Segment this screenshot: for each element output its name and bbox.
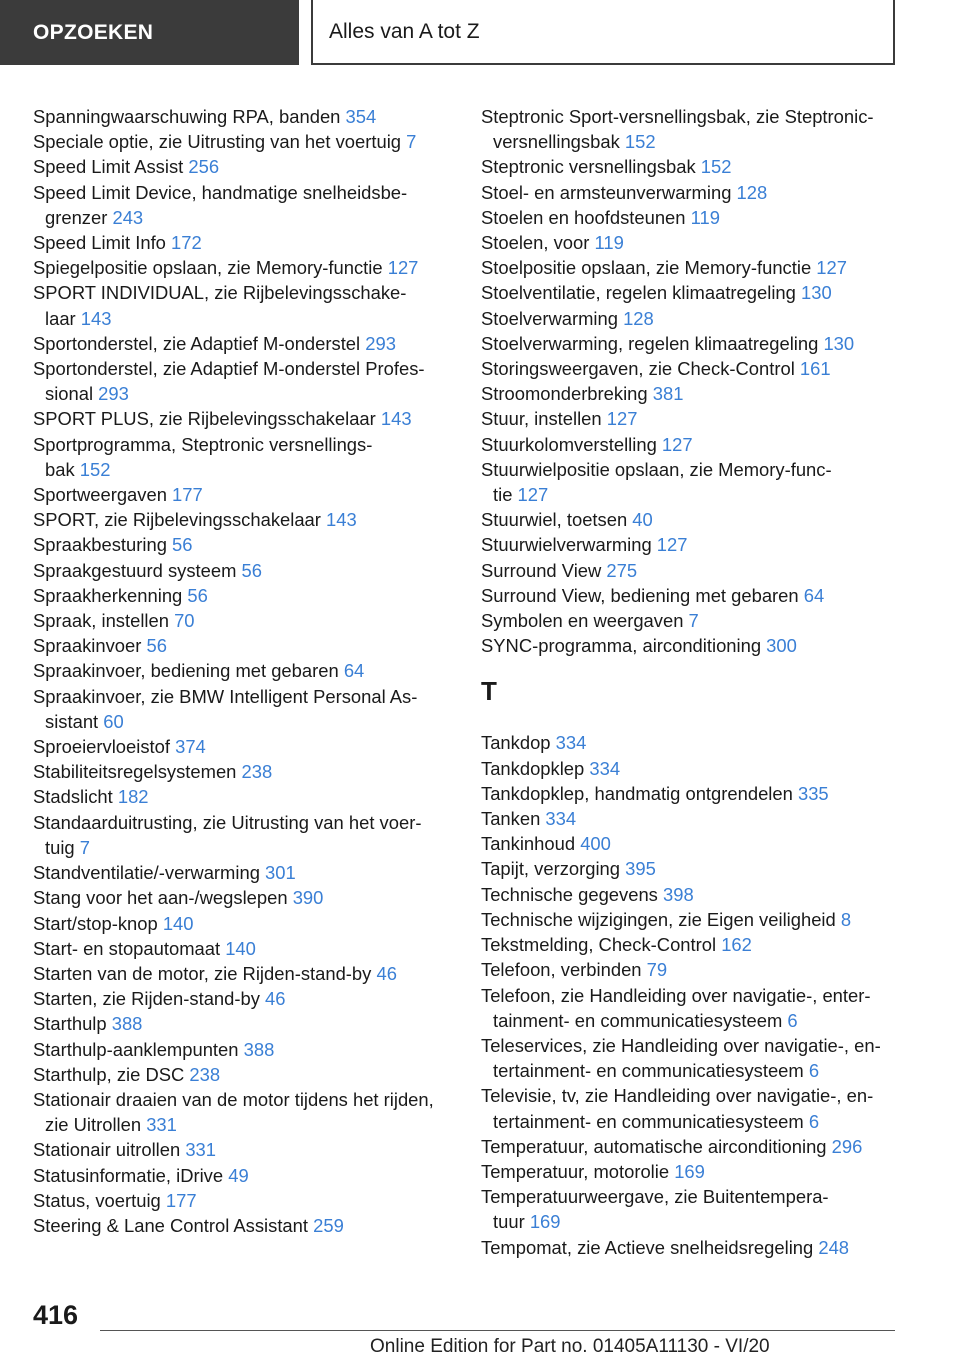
index-entry [481,356,901,381]
entry-text: Steptronic versnellingsbak [481,156,701,178]
index-entry [481,831,901,856]
page-link[interactable]: 128 [623,307,654,329]
page-link[interactable]: 331 [185,1139,217,1161]
page-link[interactable]: 331 [146,1114,177,1136]
index-entry [481,1134,901,1159]
page-link[interactable]: 177 [172,484,203,506]
entry-text: Stabiliteitsregelsystemen [33,761,242,783]
page-link[interactable]: 49 [228,1164,249,1186]
index-entry [481,608,901,633]
entry-text: Tekstmelding, Check-Control [481,934,722,956]
entry-text: Spraakinvoer, zie BMW Intelligent Personal As‐ [33,685,418,707]
index-entry [481,205,901,230]
index-entry [33,1163,453,1188]
index-entry [481,230,901,255]
entry-text: Speed Limit Info [33,232,172,254]
page-link[interactable]: 119 [594,232,624,254]
entry-text: Steering & Lane Control Assistant [33,1214,314,1236]
page-link[interactable]: 259 [313,1214,344,1236]
page-link[interactable]: 293 [98,383,129,405]
index-entry [33,1011,453,1036]
entry-text: Sproeiervloeistof [33,736,176,758]
entry-text: Technische gegevens [481,883,663,905]
page-link[interactable]: 143 [80,307,112,329]
index-entry [481,280,901,305]
page-link[interactable]: 127 [606,408,638,430]
page-link[interactable]: 334 [589,757,621,779]
index-entry [33,1062,453,1087]
entry-text: Stuurwielverwarming [481,534,657,556]
page-link[interactable]: 6 [808,1110,820,1132]
page-link[interactable]: 334 [555,732,587,754]
page-link[interactable]: 56 [172,534,193,556]
entry-text: Standaarduitrusting, zie Uitrusting van het voer‐ [33,811,422,833]
index-entry [481,406,901,431]
index-entry [481,432,901,457]
entry-text: Tempomat, zie Actieve snelheidsregeling [481,1236,819,1258]
page-link[interactable]: 400 [580,833,611,855]
section-letter: T [481,676,497,707]
entry-text: Storingsweergaven, zie Check-Control [481,358,800,380]
entry-text: Start/stop-knop [33,912,163,934]
index-entry [33,885,453,910]
index-entry [481,1083,901,1133]
entry-text: Stuurwielpositie opslaan, zie Memory-func‐ [481,458,832,480]
index-entry [33,658,453,683]
page-link[interactable]: 56 [187,584,208,606]
index-column-right [481,104,901,1260]
entry-continuation: zie Uitrollen [45,1114,147,1136]
page-link[interactable]: 127 [656,534,688,556]
section-label: OPZOEKEN [33,20,154,44]
page-link[interactable]: 335 [797,782,829,804]
index-entry [33,356,453,406]
entry-text: Spiegelpositie opslaan, zie Memory-functie [33,257,388,279]
index-entry [33,784,453,809]
index-entry [33,255,453,280]
index-entry [33,1213,453,1238]
page-link[interactable]: 60 [103,710,124,732]
index-group-s [481,104,901,658]
index-entry [33,860,453,885]
index-entry [481,154,901,179]
index-entry [481,180,901,205]
entry-text: Standventilatie/-verwarming [33,862,266,884]
page-link[interactable]: 293 [365,332,396,354]
entry-text: Stoelpositie opslaan, zie Memory-functie [481,257,817,279]
index-entry [481,1184,901,1234]
page-link[interactable]: 46 [265,988,286,1010]
index-entry [33,432,453,482]
page-link[interactable]: 46 [376,962,397,984]
entry-continuation: sional [45,383,99,405]
index-column-left [33,104,453,1238]
page-link[interactable]: 140 [225,937,256,959]
entry-text: Status, voertuig [33,1189,166,1211]
index-entry [33,104,453,129]
entry-text: Tankdopklep, handmatig ontgrendelen [481,782,798,804]
index-entry [33,558,453,583]
entry-text: Stadslicht [33,786,118,808]
page-link[interactable]: 64 [343,660,365,682]
page-link[interactable]: 162 [721,934,752,956]
entry-continuation: tuig [45,836,80,858]
index-entry [33,331,453,356]
index-entry [481,856,901,881]
entry-text: SPORT, zie Rijbelevingsschakelaar [33,509,327,531]
entry-text: Start- en stopautomaat [33,937,226,959]
entry-text: Steptronic Sport-versnellingsbak, zie Steptronic- [481,106,874,127]
index-entry [481,1235,901,1260]
page-link[interactable]: 388 [243,1038,275,1060]
page-link[interactable]: 119 [690,206,720,228]
index-entry [33,810,453,860]
entry-text: Speed Limit Device, handmatige snelheidsbe‐ [33,181,408,203]
page-link[interactable]: 130 [800,282,832,304]
entry-text: Tankdop [481,732,556,754]
index-entry [481,781,901,806]
entry-text: Stoelverwarming [481,307,624,329]
index-entry [481,957,901,982]
index-entry [481,1033,901,1083]
entry-text: Televisie, tv, zie Handleiding over navigatie-, en‐ [481,1085,874,1107]
entry-text: Telefoon, verbinden [481,959,647,981]
page-link[interactable]: 127 [816,257,847,279]
entry-text: Stoelverwarming, regelen klimaatregeling [481,332,824,354]
index-entry [481,756,901,781]
entry-text: SPORT INDIVIDUAL, zie Rijbelevingsschake‐ [33,282,407,304]
index-entry [481,306,901,331]
footer-divider [100,1330,895,1331]
page-header [311,0,895,65]
page-link[interactable]: 248 [818,1236,850,1258]
page-number: 416 [33,1300,79,1330]
page-link[interactable]: 127 [517,484,549,506]
index-entry [33,1137,453,1162]
entry-text: Spraakinvoer, bediening met gebaren [33,660,344,682]
entry-text: Spraakherkenning [33,584,188,606]
index-entry [33,507,453,532]
index-entry [33,280,453,330]
index-entry [33,759,453,784]
entry-text: Stoelventilatie, regelen klimaatregeling [481,282,801,304]
page-link[interactable]: 398 [662,883,694,905]
page-link[interactable]: 6 [787,1009,798,1031]
entry-continuation: tuur [493,1211,530,1233]
page-link[interactable]: 7 [406,131,417,153]
page-link[interactable]: 127 [661,433,693,455]
index-entry [33,936,453,961]
index-entry [481,932,901,957]
page-link[interactable]: 56 [146,635,167,657]
page-link[interactable]: 296 [831,1135,863,1157]
entry-continuation: bak [45,458,80,480]
entry-text: Tanken [481,808,546,830]
index-entry [481,882,901,907]
page-link[interactable]: 390 [292,887,324,909]
page-link[interactable]: 152 [624,131,656,153]
page-link[interactable]: 275 [606,559,638,581]
entry-text: Tankdopklep [481,757,590,779]
index-entry [481,583,901,608]
entry-text: Speciale optie, zie Uitrusting van het voertuig [33,131,407,153]
page-link[interactable]: 182 [117,786,149,808]
index-entry [481,730,901,755]
entry-text: Temperatuur, motorolie [481,1160,675,1182]
entry-text: Stuurwiel, toetsen [481,509,633,531]
page-link[interactable]: 388 [111,1013,143,1035]
entry-text: Starten van de motor, zie Rijden-stand-by [33,962,377,984]
entry-text: Spraakbesturing [33,534,173,556]
index-group-t [481,730,901,1259]
index-entry [33,633,453,658]
index-entry [33,1087,453,1137]
index-entry [33,583,453,608]
page-link[interactable]: 243 [112,206,144,228]
page-link[interactable]: 70 [174,610,195,632]
page-link[interactable]: 354 [345,106,377,127]
entry-text: Starthulp, zie DSC [33,1063,190,1085]
page-link[interactable]: 169 [674,1160,705,1182]
index-entry [481,633,901,658]
entry-text: Stang voor het aan-/wegslepen [33,887,293,909]
entry-text: SPORT PLUS, zie Rijbelevingsschakelaar [33,408,381,430]
index-entry [481,983,901,1033]
page-link[interactable]: 143 [326,509,357,531]
page-link[interactable]: 40 [632,509,653,531]
entry-text: Spanningwaarschuwing RPA, banden [33,106,346,127]
index-entry [481,806,901,831]
entry-text: Stationair uitrollen [33,1139,186,1161]
page-link[interactable]: 143 [380,408,412,430]
entry-text: Technische wijzigingen, zie Eigen veiligheid [481,908,841,930]
entry-text: Sportweergaven [33,484,173,506]
entry-text: Spraak, instellen [33,610,175,632]
page-link[interactable]: 130 [823,332,855,354]
page-title: Alles van A tot Z [329,19,480,43]
entry-text: Surround View [481,559,607,581]
page-link[interactable]: 6 [808,1060,820,1082]
entry-text: Starthulp [33,1013,112,1035]
page-link[interactable]: 8 [840,908,852,930]
index-entry [33,911,453,936]
entry-text: Telefoon, zie Handleiding over navigatie-, enter‐ [481,984,871,1006]
page-link[interactable]: 300 [766,635,797,657]
entry-text: Sportprogramma, Steptronic versnellings‐ [33,433,373,455]
entry-continuation: versnellingsbak [493,131,625,153]
page-link[interactable]: 161 [799,358,831,380]
index-entry [33,482,453,507]
entry-text: Surround View, bediening met gebaren [481,584,804,606]
entry-continuation: laar [45,307,81,329]
page-link[interactable]: 374 [175,736,206,758]
section-tab[interactable] [0,0,299,65]
entry-text: Symbolen en weergaven [481,610,689,632]
entry-text: Starten, zie Rijden-stand-by [33,988,266,1010]
index-entry [481,532,901,557]
entry-text: Temperatuurweergave, zie Buitentempera‐ [481,1186,829,1208]
index-entry [481,255,901,280]
page-link[interactable]: 334 [545,808,577,830]
page-link[interactable]: 381 [652,383,684,405]
page-link[interactable]: 152 [700,156,732,178]
index-entry [33,230,453,255]
index-entry [33,180,453,230]
index-entry [33,406,453,431]
entry-text: Stoelen en hoofdsteunen [481,206,691,228]
entry-text: Stoel- en armsteunverwarming [481,181,737,203]
page-link[interactable]: 152 [79,458,111,480]
entry-text: Sportonderstel, zie Adaptief M-onderstel Profes‐ [33,358,425,380]
page-link[interactable]: 7 [79,836,90,858]
entry-text: Speed Limit Assist [33,156,189,178]
index-entry [481,907,901,932]
page-link[interactable]: 127 [387,257,419,279]
page-link[interactable]: 172 [171,232,202,254]
page-link[interactable]: 64 [803,584,825,606]
index-entry [33,1188,453,1213]
entry-text: Starthulp-aanklempunten [33,1038,244,1060]
page-link[interactable]: 128 [736,181,768,203]
page-link[interactable]: 7 [688,610,699,632]
index-entry [33,961,453,986]
entry-text: Statusinformatie, iDrive [33,1164,229,1186]
page-link[interactable]: 177 [165,1189,197,1211]
entry-continuation: tainment- en communicatiesysteem [493,1009,788,1031]
index-entry [33,129,453,154]
page-link[interactable]: 256 [188,156,220,178]
entry-continuation: tie [493,484,518,506]
index-entry [33,986,453,1011]
index-entry [481,457,901,507]
entry-text: Stoelen, voor [481,232,595,254]
index-entry [481,558,901,583]
entry-continuation: grenzer [45,206,113,228]
entry-text: Spraakgestuurd systeem [33,559,242,581]
index-entry [481,1159,901,1184]
index-entry [33,734,453,759]
entry-text: Teleservices, zie Handleiding over navigatie-, en‐ [481,1034,881,1056]
page-link[interactable]: 238 [189,1063,221,1085]
entry-text: Tankinhoud [481,833,581,855]
index-entry [33,532,453,557]
index-entry [481,104,901,154]
index-entry [481,381,901,406]
entry-text: Stationair draaien van de motor tijdens het rijden, [33,1088,434,1110]
index-entry [33,154,453,179]
index-entry [481,507,901,532]
page-link[interactable]: 395 [625,858,656,880]
entry-text: Stuurkolomverstelling [481,433,662,455]
page-link[interactable]: 238 [241,761,273,783]
page-link[interactable]: 56 [241,559,262,581]
page-link[interactable]: 301 [265,862,296,884]
entry-text: SYNC-programma, airconditioning [481,635,767,657]
page-link[interactable]: 140 [162,912,194,934]
index-entry [481,331,901,356]
entry-text: Sportonderstel, zie Adaptief M-onderstel [33,332,366,354]
page-link[interactable]: 169 [529,1211,561,1233]
entry-text: Spraakinvoer [33,635,147,657]
entry-text: Tapijt, verzorging [481,858,626,880]
index-entry [33,608,453,633]
entry-continuation: sistant [45,710,104,732]
edition-footer: Online Edition for Part no. 01405A11130 - VI/20 [370,1336,770,1357]
entry-continuation: tertainment- en communicatiesysteem [493,1060,809,1082]
index-entry [33,1037,453,1062]
index-entry [33,684,453,734]
entry-text: Temperatuur, automatische airconditioning [481,1135,832,1157]
page-link[interactable]: 79 [646,959,668,981]
entry-text: Stuur, instellen [481,408,607,430]
entry-text: Stroomonderbreking [481,383,653,405]
entry-continuation: tertainment- en communicatiesysteem [493,1110,809,1132]
